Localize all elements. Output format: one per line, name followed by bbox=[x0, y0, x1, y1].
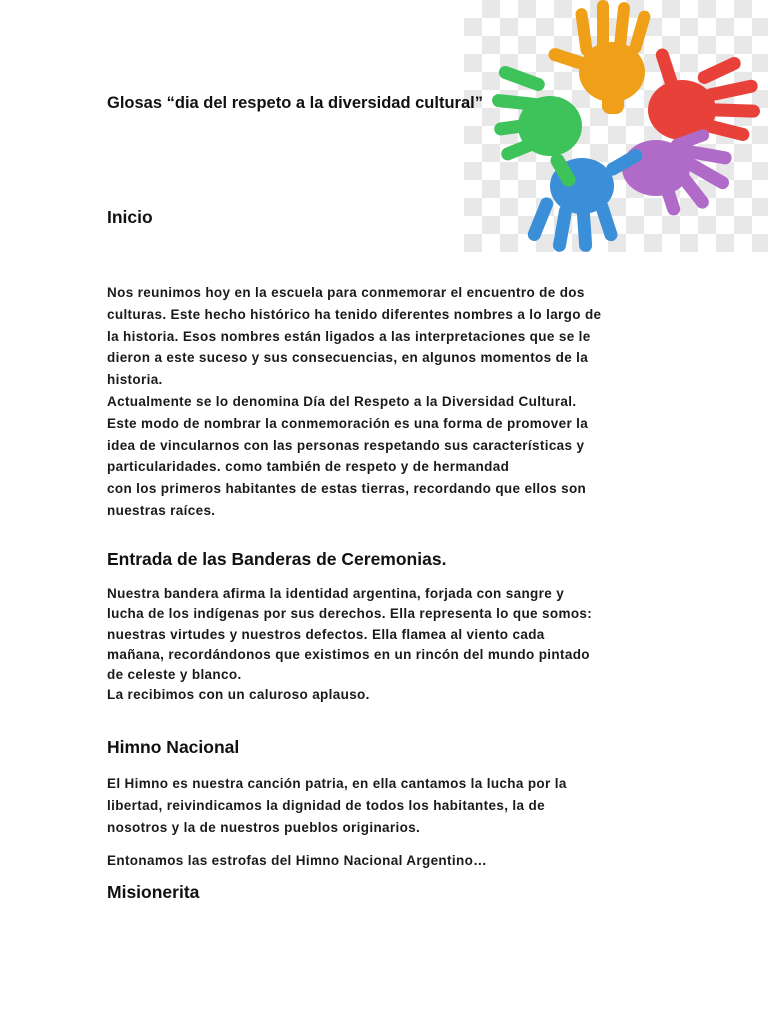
text-line: Entonamos las estrofas del Himno Nacional Argentino… bbox=[107, 853, 488, 868]
text-line: historia. bbox=[107, 372, 163, 388]
text-line: nosotros y la de nuestros pueblos originarios. bbox=[107, 819, 421, 835]
text-line: Actualmente se lo denomina Día del Respeto a la Diversidad Cultural. bbox=[107, 393, 577, 409]
text-line: particularidades. como también de respeto y de hermandad bbox=[107, 459, 510, 475]
text-line: de celeste y blanco. bbox=[107, 667, 242, 683]
blue-handprint bbox=[526, 147, 645, 252]
text-line: dieron a este suceso y sus consecuencias, en algunos momentos de la bbox=[107, 350, 589, 366]
text-line: con los primeros habitantes de estas tierras, recordando que ellos son bbox=[107, 481, 587, 497]
orange-handprint bbox=[547, 0, 652, 114]
text-line: Nuestra bandera afirma la identidad argentina, forjada con sangre y bbox=[107, 586, 565, 601]
text-line: la historia. Esos nombres están ligados a las interpretaciones que se le bbox=[107, 328, 591, 344]
text-line: culturas. Este hecho histórico ha tenido diferentes nombres a lo largo de bbox=[107, 306, 602, 322]
text-line: mañana, recordándonos que existimos en un rincón del mundo pintado bbox=[107, 646, 590, 662]
text-line: nuestras virtudes y nuestros defectos. Ella flamea al viento cada bbox=[107, 626, 545, 642]
handprints-illustration bbox=[464, 0, 768, 252]
text-line: libertad, reivindicamos la dignidad de todos los habitantes, la de bbox=[107, 797, 545, 813]
text-line: La recibimos con un caluroso aplauso. bbox=[107, 687, 370, 703]
purple-handprint bbox=[622, 128, 733, 218]
section-heading-misionerita: Misionerita bbox=[107, 882, 200, 902]
paragraph-entrada bbox=[107, 584, 667, 706]
text-line: idea de vincularnos con las personas respetando sus características y bbox=[107, 437, 585, 453]
document-title: Glosas “dia del respeto a la diversidad cultural” bbox=[107, 94, 483, 112]
section-heading-himno: Himno Nacional bbox=[107, 737, 240, 757]
paragraph-himno-closing bbox=[107, 850, 667, 871]
text-line: El Himno es nuestra canción patria, en ella cantamos la lucha por la bbox=[107, 776, 567, 791]
colorful-handprints-icon bbox=[464, 0, 768, 252]
text-line: Nos reunimos hoy en la escuela para conmemorar el encuentro de dos bbox=[107, 285, 585, 300]
text-line: nuestras raíces. bbox=[107, 502, 216, 518]
text-line: Este modo de nombrar la conmemoración es una forma de promover la bbox=[107, 415, 589, 431]
paragraph-himno bbox=[107, 773, 667, 838]
green-handprint bbox=[491, 64, 582, 189]
red-handprint bbox=[648, 47, 760, 143]
section-heading-entrada: Entrada de las Banderas de Ceremonias. bbox=[107, 549, 447, 569]
paragraph-inicio bbox=[107, 282, 667, 522]
text-line: lucha de los indígenas por sus derechos. Ella representa lo que somos: bbox=[107, 606, 593, 622]
section-heading-inicio: Inicio bbox=[107, 207, 153, 227]
